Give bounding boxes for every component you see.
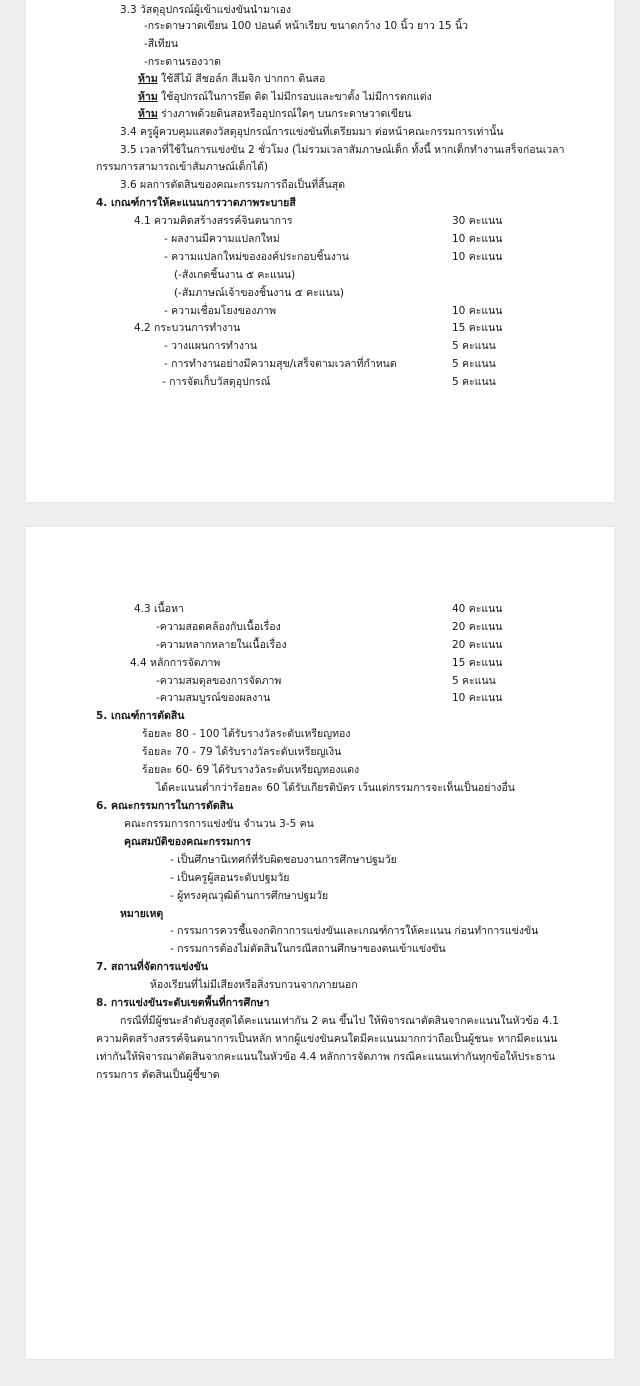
score-4-3-a: 20 คะแนน bbox=[452, 621, 503, 633]
criterion-4-1: 4.1 ความคิดสร้างสรรค์จินตนาการ bbox=[134, 215, 293, 227]
criterion-4-1-b-sub2: (-สัมภาษณ์เจ้าของชิ้นงาน ๕ คะแนน) bbox=[174, 287, 344, 299]
section-3-3: 3.3 วัสดุอุปกรณ์ผู้เข้าแข่งขันนำมาเอง bbox=[120, 4, 292, 16]
venue-text: ห้องเรียนที่ไม่มีเสียงหรือสิ่งรบกวนจากภายนอก bbox=[150, 979, 358, 991]
score-4-4-b: 10 คะแนน bbox=[452, 692, 503, 704]
score-4-4-a: 5 คะแนน bbox=[452, 675, 496, 687]
heading-8: 8. การแข่งขันระดับเขตพื้นที่การศึกษา bbox=[96, 997, 270, 1009]
score-4-1-b: 10 คะแนน bbox=[452, 251, 503, 263]
prohibition-text: ใช้อุปกรณ์ในการยึด ติด ไม่มีกรอบและขาตั้ง ไม่มีการตกแต่ง bbox=[157, 91, 432, 103]
criterion-4-2: 4.2 กระบวนการทำงาน bbox=[134, 322, 241, 334]
paragraph-8-line2: ความคิดสร้างสรรค์จินตนาการเป็นหลัก หากผู้แข่งขันคนใดมีคะแนนมากกว่าถือเป็นผู้ชนะ หากมีคะแนน bbox=[96, 1033, 558, 1045]
criterion-4-2-b: - การทำงานอย่างมีความสุข/เสร็จตามเวลาที่กำหนด bbox=[164, 358, 397, 370]
criterion-4-2-a: - วางแผนการทำงาน bbox=[164, 340, 258, 352]
prohibition-label: ห้าม bbox=[138, 91, 158, 103]
material-paper: -กระดาษวาดเขียน 100 ปอนด์ หน้าเรียบ ขนาดกว้าง 10 นิ้ว ยาว 15 นิ้ว bbox=[144, 20, 469, 32]
score-4-2-c: 5 คะแนน bbox=[452, 376, 496, 388]
prohibition-1 bbox=[138, 72, 325, 86]
qualification-2: - เป็นครูผู้สอนระดับปฐมวัย bbox=[170, 872, 290, 884]
paragraph-8-line4: กรรมการ ตัดสินเป็นผู้ชี้ขาด bbox=[96, 1069, 220, 1081]
prohibition-label: ห้าม bbox=[138, 73, 158, 85]
grade-certificate: ได้คะแนนต่ำกว่าร้อยละ 60 ได้รับเกียรติบัตร เว้นแต่กรรมการจะเห็นเป็นอย่างอื่น bbox=[156, 782, 515, 794]
committee-count: คณะกรรมการการแข่งขัน จำนวน 3-5 คน bbox=[124, 818, 314, 830]
material-board: -กระดานรองวาด bbox=[144, 56, 222, 68]
note-2: - กรรมการต้องไม่ตัดสินในกรณีสถานศึกษาของตนเข้าแข่งขัน bbox=[170, 943, 446, 955]
qualification-3: - ผู้ทรงคุณวุฒิด้านการศึกษาปฐมวัย bbox=[170, 890, 329, 902]
score-4-2-b: 5 คะแนน bbox=[452, 358, 496, 370]
criterion-4-2-c: - การจัดเก็บวัสดุอุปกรณ์ bbox=[162, 376, 271, 388]
qualifications-heading: คุณสมบัติของคณะกรรมการ bbox=[124, 836, 252, 848]
score-4-4: 15 คะแนน bbox=[452, 657, 503, 669]
prohibition-label: ห้าม bbox=[138, 108, 158, 120]
score-4-2: 15 คะแนน bbox=[452, 322, 503, 334]
heading-7: 7. สถานที่จัดการแข่งขัน bbox=[96, 961, 209, 973]
criterion-4-1-b: - ความแปลกใหม่ขององค์ประกอบชิ้นงาน bbox=[164, 251, 349, 263]
heading-5: 5. เกณฑ์การตัดสิน bbox=[96, 710, 185, 722]
paragraph-8-line1: กรณีที่มีผู้ชนะลำดับสูงสุดได้คะแนนเท่ากัน 2 คน ขึ้นไป ให้พิจารณาตัดสินจากคะแนนในหัวข้อ 4.1 bbox=[120, 1015, 559, 1027]
section-3-5-line2: กรรมการสามารถเข้าสัมภาษณ์เด็กได้) bbox=[96, 161, 269, 173]
criterion-4-4-a: -ความสมดุลของการจัดภาพ bbox=[156, 675, 282, 687]
prohibition-text: ใช้สีไม้ สีชอล์ก สีเมจิก ปากกา ดินสอ bbox=[157, 73, 326, 85]
document-page-2 bbox=[26, 527, 614, 1359]
note-heading: หมายเหตุ bbox=[120, 908, 164, 920]
criterion-4-4-b: -ความสมบูรณ์ของผลงาน bbox=[156, 692, 271, 704]
score-4-3-b: 20 คะแนน bbox=[452, 639, 503, 651]
document-page-1 bbox=[26, 0, 614, 502]
prohibition-text: ร่างภาพด้วยดินสอหรืออุปกรณ์ใดๆ บนกระดาษวาดเขียน bbox=[157, 108, 412, 120]
criterion-4-3-b: -ความหลากหลายในเนื้อเรื่อง bbox=[156, 639, 287, 651]
score-4-1-c: 10 คะแนน bbox=[452, 305, 503, 317]
score-4-3: 40 คะแนน bbox=[452, 603, 503, 615]
heading-6: 6. คณะกรรมการในการตัดสิน bbox=[96, 800, 234, 812]
criterion-4-1-b-sub1: (-สังเกตชิ้นงาน ๕ คะแนน) bbox=[174, 269, 296, 281]
material-crayon: -สีเทียน bbox=[144, 38, 179, 50]
criterion-4-3-a: -ความสอดคล้องกับเนื้อเรื่อง bbox=[156, 621, 281, 633]
section-3-6: 3.6 ผลการตัดสินของคณะกรรมการถือเป็นที่สิ้นสุด bbox=[120, 179, 346, 191]
grade-bronze: ร้อยละ 60- 69 ได้รับรางวัลระดับเหรียญทองแดง bbox=[142, 764, 360, 776]
prohibition-2 bbox=[138, 90, 432, 104]
section-3-4: 3.4 ครูผู้ควบคุมแสดงวัสดุอุปกรณ์การแข่งขันที่เตรียมมา ต่อหน้าคณะกรรมการเท่านั้น bbox=[120, 126, 504, 138]
score-4-1-a: 10 คะแนน bbox=[452, 233, 503, 245]
score-4-1: 30 คะแนน bbox=[452, 215, 503, 227]
criterion-4-1-c: - ความเชื่อมโยงของภาพ bbox=[164, 305, 277, 317]
note-1: - กรรมการควรชี้แจงกติกาการแข่งขันและเกณฑ์การให้คะแนน ก่อนทำการแข่งขัน bbox=[170, 925, 539, 937]
prohibition-3 bbox=[138, 107, 411, 121]
criterion-4-1-a: - ผลงานมีความแปลกใหม่ bbox=[164, 233, 280, 245]
heading-4: 4. เกณฑ์การให้คะแนนการวาดภาพระบายสี bbox=[96, 197, 296, 209]
score-4-2-a: 5 คะแนน bbox=[452, 340, 496, 352]
criterion-4-4: 4.4 หลักการจัดภาพ bbox=[130, 657, 221, 669]
criterion-4-3: 4.3 เนื้อหา bbox=[134, 603, 184, 615]
grade-silver: ร้อยละ 70 - 79 ได้รับรางวัลระดับเหรียญเงิน bbox=[142, 746, 342, 758]
paragraph-8-line3: เท่ากันให้พิจารณาตัดสินจากคะแนนในหัวข้อ 4.4 หลักการจัดภาพ กรณีคะแนนเท่ากันทุกข้อให้ประธาน bbox=[96, 1051, 555, 1063]
section-3-5-line1: 3.5 เวลาที่ใช้ในการแข่งขัน 2 ชั่วโมง (ไม่รวมเวลาสัมภาษณ์เด็ก ทั้งนี้ หากเด็กทำงานเสร็จก่อนเวลา bbox=[120, 144, 565, 156]
qualification-1: - เป็นศึกษานิเทศก์ที่รับผิดชอบงานการศึกษาปฐมวัย bbox=[170, 854, 397, 866]
grade-gold: ร้อยละ 80 - 100 ได้รับรางวัลระดับเหรียญทอง bbox=[142, 728, 351, 740]
